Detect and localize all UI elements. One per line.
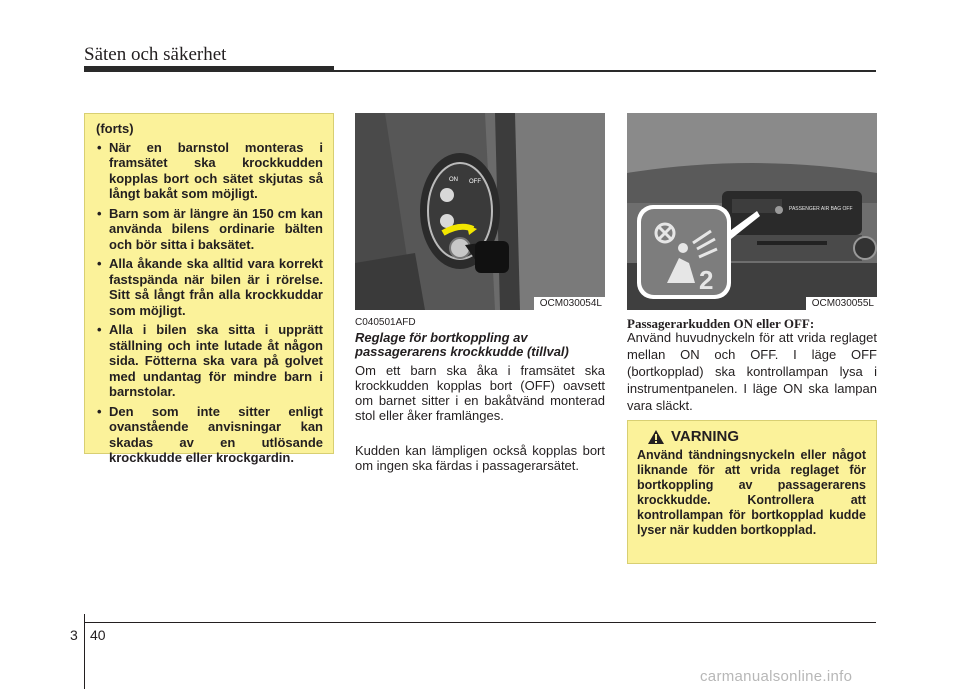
chapter-number: 3 [70,627,78,643]
page-header-title: Säten och säkerhet [84,44,227,65]
bullet-icon: • [97,139,102,155]
caution-bullet: • Alla i bilen ska sitta i upprätt ställning och inte lutade åt någon sida. Fötterna ska vara på golvet med undantag för mindre barn i barnstolar. [97,322,323,399]
caution-lead: (forts) [96,121,134,136]
warning-box [627,420,877,564]
warning-text: Använd tändningsnyckeln eller något liknande för att vrida reglaget för bortkoppling av passagerarens krockkudde. Kontrollera att kontrollampan för bortkopplad kudde lyser när kudden bortkopplad. [637,448,866,537]
caution-bullet: • Alla åkande ska alltid vara korrekt fastspända när bilen är i rörelse. Sitt så långt från alla krockkuddar som möjligt. [97,256,323,318]
footer-divider [84,614,85,689]
dashboard-illustration [627,113,877,310]
warning-title-row [647,429,866,445]
reference-code: C040501AFD [355,317,416,328]
caution-note-box [84,113,334,465]
switch-lettering: OFF [469,179,481,185]
caution-bullet-list [94,140,323,466]
header-rule-thin [334,70,876,72]
warning-title: VARNING [671,428,740,446]
panel-label: PASSENGER AIR BAG OFF [789,206,853,212]
header-rule-thick [84,66,334,72]
section-heading: Reglage för bortkoppling av passagerarens krockkudde (tillval) [355,330,569,359]
airbag-switch-photo [355,113,605,310]
switch-lettering: ON [449,177,458,183]
watermark: carmanualsonline.info [700,668,853,685]
caution-bullet: • När en barnstol monteras i framsätet ska krockkudden kopplas bort och sätet skjutas så långt bakåt som möjligt. [97,139,323,201]
body-paragraph: Använd huvudnyckeln för att vrida reglaget mellan ON och OFF. I läge OFF (bortkopplad) ska kontrollampan lysa i instrumentpanelen. I läge ON ska lampan vara släckt. [627,330,877,413]
figure-code: OCM030054L [534,297,605,310]
warning-triangle-icon [647,429,665,445]
bullet-icon: • [97,403,102,419]
figure-code: OCM030055L [806,297,877,310]
caution-bullet: • Barn som är längre än 150 cm kan använda bilens ordinarie bälten och bör sitta i baksätet. [97,205,323,252]
indicator-lamp-photo [627,113,877,310]
bullet-icon: • [97,322,102,337]
page-number: 40 [90,627,106,643]
footer-rule [84,622,876,623]
bullet-icon: • [97,205,102,221]
body-paragraph: Om ett barn ska åka i framsätet ska krockkudden kopplas bort (OFF) oavsett om barnet sitter i en bakåtvänd monterad stol eller åker framlänges. [355,363,605,423]
subsection-heading: Passagerarkudden ON eller OFF: [627,316,815,331]
body-paragraph: Kudden kan lämpligen också kopplas bort om ingen ska färdas i passagerarsätet. [355,443,605,473]
bullet-icon: • [97,256,102,271]
airbag-switch-illustration [355,113,605,310]
caution-bullet: • Den som inte sitter enligt ovanstående anvisningar kan skadas av en utlösande krockkudde eller krockgardin. [97,403,323,465]
airbag-icon-number: 2 [699,265,714,295]
